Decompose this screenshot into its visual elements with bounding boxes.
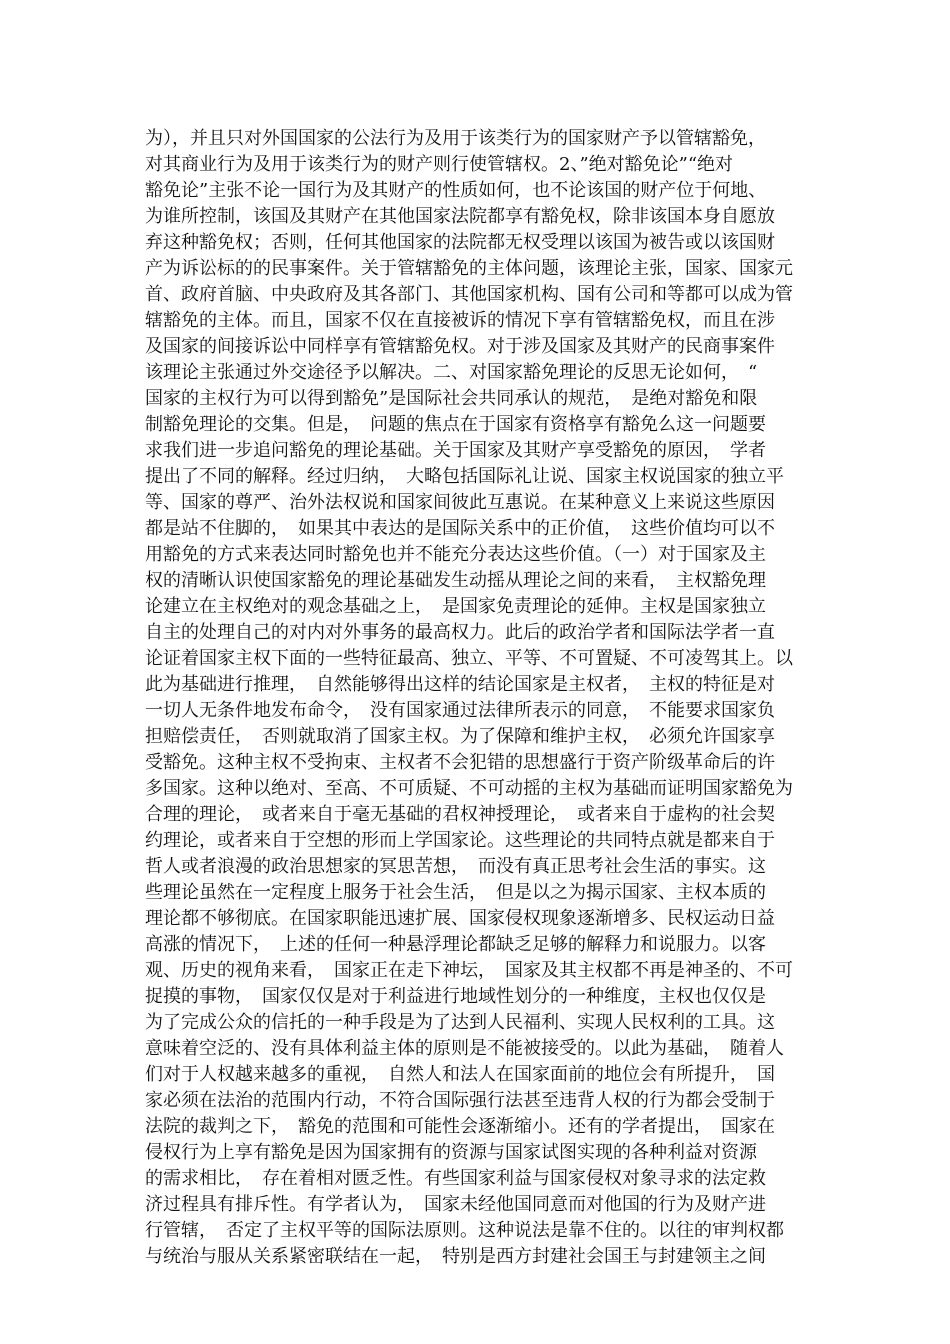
text-line: 济过程具有排斥性。有学者认为， 国家未经他国同意而对他国的行为及财产进	[145, 1194, 766, 1215]
text-line: 产为诉讼标的的民事案件。关于管辖豁免的主体问题，该理论主张，国家、国家元	[145, 258, 793, 279]
text-line: 受豁免。这种主权不受拘束、主权者不会犯错的思想盛行于资产阶级革命后的许	[145, 752, 775, 773]
text-line: 捉摸的事物， 国家仅仅是对于利益进行地域性划分的一种维度，主权也仅仅是	[145, 986, 766, 1007]
text-line: 制豁免理论的交集。但是， 问题的焦点在于国家有资格享有豁免么这一问题要	[145, 414, 766, 435]
text-line: 约理论，或者来自于空想的形而上学国家论。这些理论的共同特点就是都来自于	[145, 830, 775, 851]
text-line: 豁免论”主张不论一国行为及其财产的性质如何，也不论该国的财产位于何地、	[145, 180, 767, 201]
text-line: 侵权行为上享有豁免是因为国家拥有的资源与国家试图实现的各种利益对资源	[145, 1142, 757, 1163]
text-line: 辖豁免的主体。而且，国家不仅在直接被诉的情况下享有管辖豁免权，而且在涉	[145, 310, 775, 331]
text-line: 担赔偿责任， 否则就取消了国家主权。为了保障和维护主权， 必须允许国家享	[145, 726, 775, 747]
text-line: 用豁免的方式来表达同时豁免也并不能充分表达这些价值。（一）对于国家及主	[145, 544, 766, 565]
text-line: 为谁所控制，该国及其财产在其他国家法院都享有豁免权，除非该国本身自愿放	[145, 206, 775, 227]
text-line: 们对于人权越来越多的重视， 自然人和法人在国家面前的地位会有所提升， 国	[145, 1064, 775, 1085]
text-line: 此为基础进行推理， 自然能够得出这样的结论国家是主权者， 主权的特征是对	[145, 674, 775, 695]
text-line: 高涨的情况下， 上述的任何一种悬浮理论都缺乏足够的解释力和说服力。以客	[145, 934, 766, 955]
text-line: 对其商业行为及用于该类行为的财产则行使管辖权。2、”绝对豁免论”“绝对	[145, 154, 734, 175]
text-line: 为了完成公众的信托的一种手段是为了达到人民福利、实现人民权利的工具。这	[145, 1012, 775, 1033]
text-line: 合理的理论， 或者来自于毫无基础的君权神授理论， 或者来自于虚构的社会契	[145, 804, 775, 825]
text-line: 弃这种豁免权；否则，任何其他国家的法院都无权受理以该国为被告或以该国财	[145, 232, 775, 253]
text-line: 国家的主权行为可以得到豁免”是国际社会共同承认的规范， 是绝对豁免和限	[145, 388, 758, 409]
text-line: 为），并且只对外国国家的公法行为及用于该类行为的国家财产予以管辖豁免，	[145, 128, 766, 149]
text-line: 法院的裁判之下， 豁免的范围和可能性会逐渐缩小。还有的学者提出， 国家在	[145, 1116, 775, 1137]
text-line: 的需求相比， 存在着相对匮乏性。有些国家利益与国家侵权对象寻求的法定救	[145, 1168, 766, 1189]
text-line: 意味着空泛的、没有具体利益主体的原则是不能被接受的。以此为基础， 随着人	[145, 1038, 784, 1059]
text-line: 理论都不够彻底。在国家职能迅速扩展、国家侵权现象逐渐增多、民权运动日益	[145, 908, 775, 929]
text-line: 哲人或者浪漫的政治思想家的冥思苦想， 而没有真正思考社会生活的事实。这	[145, 856, 766, 877]
text-line: 及国家的间接诉讼中同样享有管辖豁免权。对于涉及国家及其财产的民商事案件	[145, 336, 775, 357]
text-line: 权的清晰认识使国家豁免的理论基础发生动摇从理论之间的来看， 主权豁免理	[145, 570, 766, 591]
text-line: 首、政府首脑、中央政府及其各部门、其他国家机构、国有公司和等都可以成为管	[145, 284, 793, 305]
text-line: 观、历史的视角来看， 国家正在走下神坛， 国家及其主权都不再是神圣的、不可	[145, 960, 793, 981]
text-line: 都是站不住脚的， 如果其中表达的是国际关系中的正价值， 这些价值均可以不	[145, 518, 775, 539]
text-line: 该理论主张通过外交途径予以解决。二、对国家豁免理论的反思无论如何， “	[145, 362, 758, 383]
text-line: 多国家。这种以绝对、至高、不可质疑、不可动摇的主权为基础而证明国家豁免为	[145, 778, 793, 799]
text-line: 求我们进一步追问豁免的理论基础。关于国家及其财产享受豁免的原因， 学者	[145, 440, 766, 461]
text-line: 行管辖， 否定了主权平等的国际法原则。这种说法是靠不住的。以往的审判权都	[145, 1220, 784, 1241]
text-line: 提出了不同的解释。经过归纳， 大略包括国际礼让说、国家主权说国家的独立平	[145, 466, 784, 487]
text-line: 自主的处理自己的对内对外事务的最高权力。此后的政治学者和国际法学者一直	[145, 622, 775, 643]
text-line: 论证着国家主权下面的一些特征最高、独立、平等、不可置疑、不可凌驾其上。以	[145, 648, 793, 669]
text-line: 论建立在主权绝对的观念基础之上， 是国家免责理论的延伸。主权是国家独立	[145, 596, 766, 617]
text-line: 家必须在法治的范围内行动，不符合国际强行法甚至违背人权的行为都会受制于	[145, 1090, 775, 1111]
text-line: 些理论虽然在一定程度上服务于社会生活， 但是以之为揭示国家、主权本质的	[145, 882, 766, 903]
text-line: 等、国家的尊严、治外法权说和国家间彼此互惠说。在某种意义上来说这些原因	[145, 492, 775, 513]
body-text	[145, 126, 815, 1270]
text-line: 一切人无条件地发布命令， 没有国家通过法律所表示的同意， 不能要求国家负	[145, 700, 775, 721]
text-line: 与统治与服从关系紧密联结在一起， 特别是西方封建社会国王与封建领主之间	[145, 1246, 766, 1267]
